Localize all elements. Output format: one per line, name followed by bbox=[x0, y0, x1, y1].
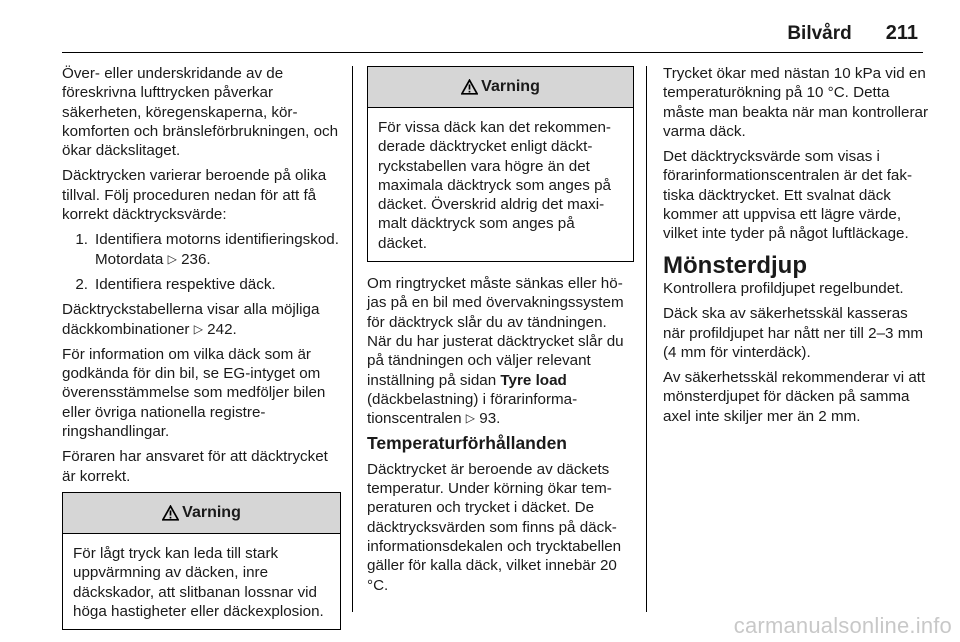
warning-header bbox=[368, 67, 633, 108]
page-number: 211 bbox=[885, 22, 918, 44]
column-3 bbox=[663, 64, 931, 432]
paragraph: Av säkerhetsskäl rekommenderar vi att mönsterdjupet för däcken på samma axel inte skiljer mer än 2 mm. bbox=[663, 369, 926, 425]
paragraph: För information om vilka däck som är godkända för din bil, se EG-intyget om överensstämmelse som medföljer bilen eller övriga nationella registreringshandlingar. bbox=[62, 345, 326, 441]
menu-term: Tyre load bbox=[500, 371, 567, 389]
warning-triangle-icon bbox=[461, 79, 478, 95]
paragraph: Däcktryckstabellerna visar alla möjliga däckkombinationer ▷ 242. bbox=[62, 301, 320, 338]
section-title: Bilvård bbox=[787, 23, 852, 44]
watermark: carmanualsonline.info bbox=[733, 613, 952, 638]
page-ref-icon: ▷ bbox=[465, 411, 476, 426]
page-ref[interactable]: 236. bbox=[181, 250, 211, 268]
warning-box bbox=[62, 492, 341, 630]
paragraph: Däck ska av säkerhetsskäl kasseras när profildjupet har nått ner till 2–3 mm (4 mm för vinterdäck). bbox=[663, 305, 924, 361]
warning-triangle-icon bbox=[162, 505, 179, 521]
warning-header bbox=[63, 493, 340, 534]
step-number: 2. bbox=[75, 275, 88, 293]
paragraph: Kontrollera profildjupet regelbundet. bbox=[663, 279, 904, 297]
page-ref[interactable]: 242. bbox=[207, 320, 237, 338]
column-divider-1 bbox=[352, 66, 353, 612]
list-item bbox=[62, 275, 341, 294]
column-2 bbox=[367, 64, 634, 601]
header-rule bbox=[62, 52, 923, 53]
page-ref[interactable]: 93. bbox=[479, 410, 501, 428]
subheading: Temperaturförhållanden bbox=[367, 433, 567, 454]
warning-text: För vissa däck kan det rekommenderade däcktrycket enligt däcktryckstabellen vara högre än det maximala däcktryck som anges på däcket. Överskrid aldrig det maximalt däcktryck som anges på däcket. bbox=[378, 119, 611, 252]
paragraph: Däcktrycket är beroende av däckets temperatur. Under körning ökar temperaturen och trycket i däcket. De däcktrycksvärden som finns på däckinformationsdekalen och trycktabellen gäller för kalla däck, vilket innebär 20 °C. bbox=[367, 460, 622, 594]
warning-box bbox=[367, 66, 634, 262]
paragraph: Trycket ökar med nästan 10 kPa vid en temperaturökning på 10 °C. Detta måste man beakta när man kontrollerar varma däck. bbox=[663, 65, 929, 140]
warning-text: För lågt tryck kan leda till stark uppvärmning av däcken, inre däckskador, att slitbanan lossnar vid höga hastigheter eller däckexplosion. bbox=[73, 544, 324, 620]
step-text: Identifiera respektive däck. bbox=[95, 275, 276, 293]
paragraph: Föraren har ansvaret för att däcktrycket är korrekt. bbox=[62, 448, 328, 485]
section-heading: Mönsterdjup bbox=[663, 251, 807, 279]
step-list bbox=[62, 230, 341, 294]
list-item bbox=[62, 230, 341, 269]
warning-title: Varning bbox=[481, 78, 540, 96]
step-text: Identifiera motorns identifieringskod. Motordata bbox=[95, 231, 339, 268]
paragraph: Över- eller underskridande av de föreskrivna lufttrycken påverkar säkerheten, köregenskaperna, körkomforten och bränsleförbrukningen, och ökar däckslitaget. bbox=[62, 65, 339, 160]
column-divider-2 bbox=[646, 66, 647, 612]
step-number: 1. bbox=[75, 231, 88, 249]
page-header bbox=[787, 22, 918, 48]
paragraph: Det däcktrycksvärde som visas i förarinformationscentralen är det faktiska däcktrycket. Ett svalnat däck kommer att uppvisa ett lägre värde, vilket inte tyder på något luftläckage. bbox=[663, 148, 913, 243]
column-1 bbox=[62, 64, 341, 636]
warning-title: Varning bbox=[182, 504, 241, 522]
page-ref-icon: ▷ bbox=[193, 321, 203, 336]
paragraph: Däcktrycken varierar beroende på olika tillval. Följ proceduren nedan för att få korrekt däcktrycksvärde: bbox=[62, 167, 327, 224]
page-ref-icon: ▷ bbox=[167, 251, 177, 266]
paragraph: Om ringtrycket måste sänkas eller höjas på en bil med övervakningssystem för däcktryck slår du av tändningen. När du har justerat däcktrycket slår du på tändningen och väljer relevant inställning på sidan Tyre load (däckbelastning) i förarinformationscentralen ▷ 93. bbox=[367, 275, 624, 428]
